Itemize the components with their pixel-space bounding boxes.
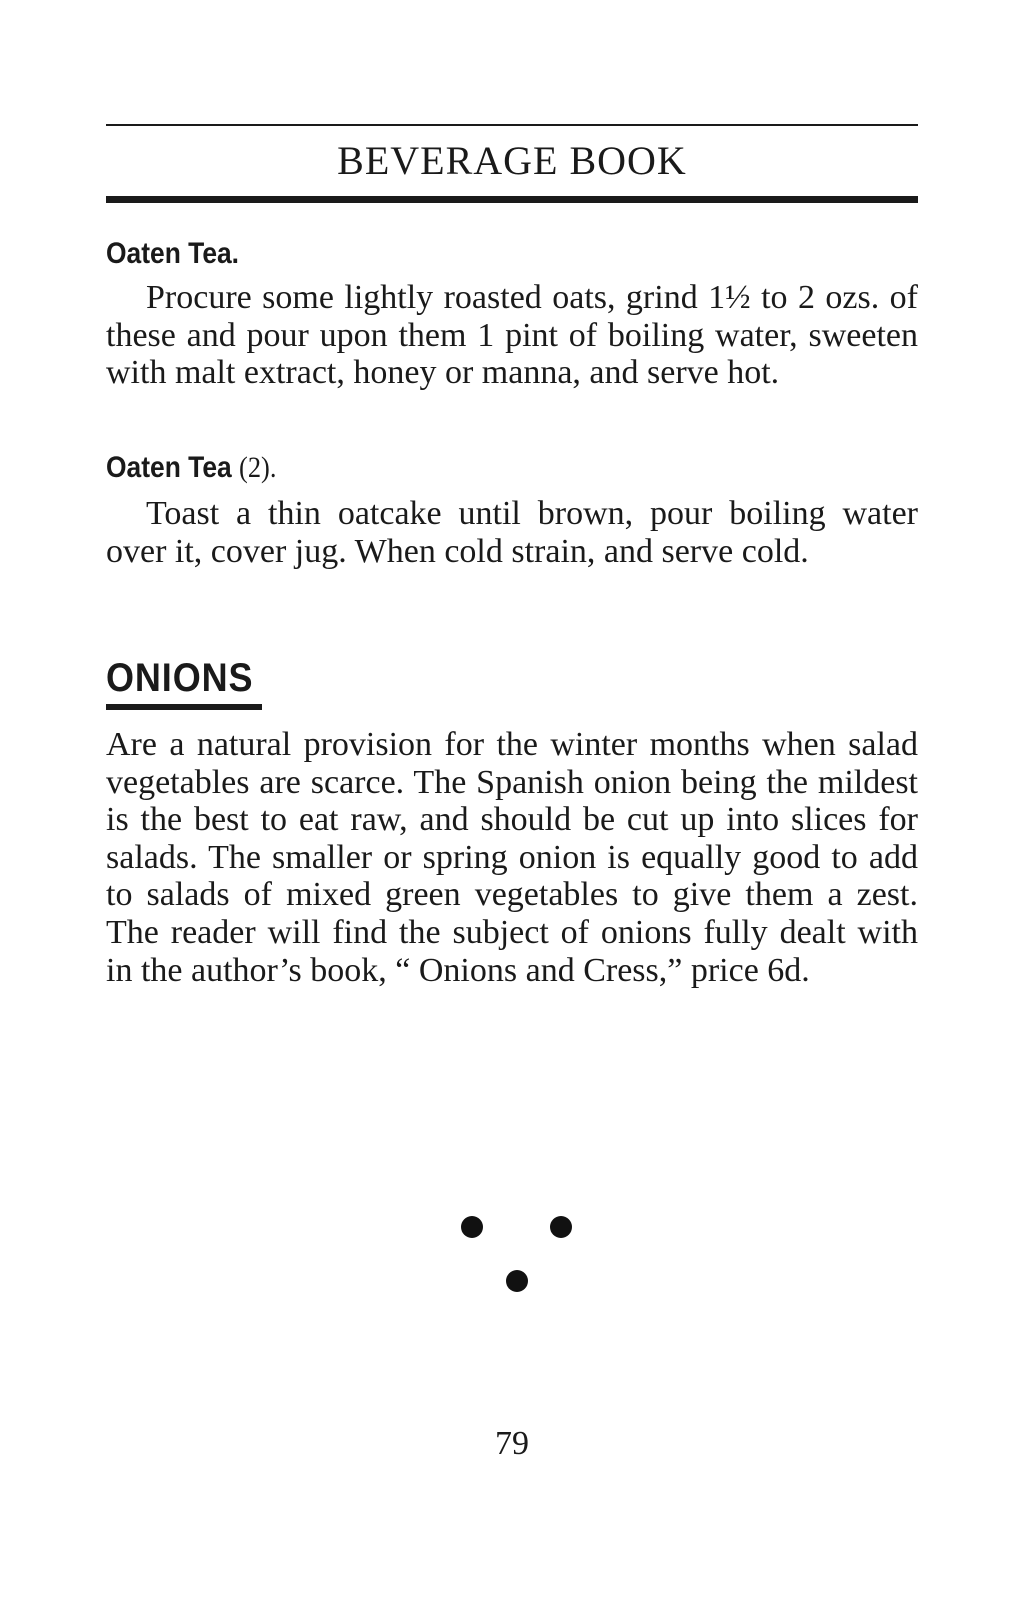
recipe-text: Toast a thin oatcake until brown, pour boiling water over it, cover jug. When cold strain, and serve cold. [106, 495, 918, 570]
section-text: Are a natural provision for the winter months when salad vegetables are scarce. The Spanish onion being the mildest is the best to eat raw, and should be cut up into slices for salads. The smaller or spring onion is equally good to add to salads of mixed green vegetables to give them a zest. The reader will find the subject of onions fully dealt with in the author’s book, “ Onions and Cress,” price 6d. [106, 726, 918, 989]
ornament-dot [506, 1270, 528, 1292]
ornament-dot [461, 1216, 483, 1238]
section-underline [106, 704, 262, 710]
book-page [106, 0, 918, 1600]
page-number: 79 [495, 1425, 529, 1462]
recipe-title [106, 236, 239, 272]
recipe-title-suffix: (2). [239, 451, 277, 484]
header-rule-bottom [106, 196, 918, 203]
recipe-title [106, 450, 276, 486]
running-head: BEVERAGE BOOK [337, 138, 687, 183]
recipe-title-text: Oaten Tea [106, 451, 232, 484]
header-rule-top [106, 124, 918, 126]
recipe-text: Procure some lightly roasted oats, grind 1½ to 2 ozs. of these and pour upon them 1 pint of boiling water, sweeten with malt extract, honey or manna, and serve hot. [106, 279, 918, 392]
section-title: ONIONS [106, 656, 254, 700]
ornament-dot [550, 1216, 572, 1238]
recipe-title-text: Oaten Tea. [106, 237, 240, 270]
